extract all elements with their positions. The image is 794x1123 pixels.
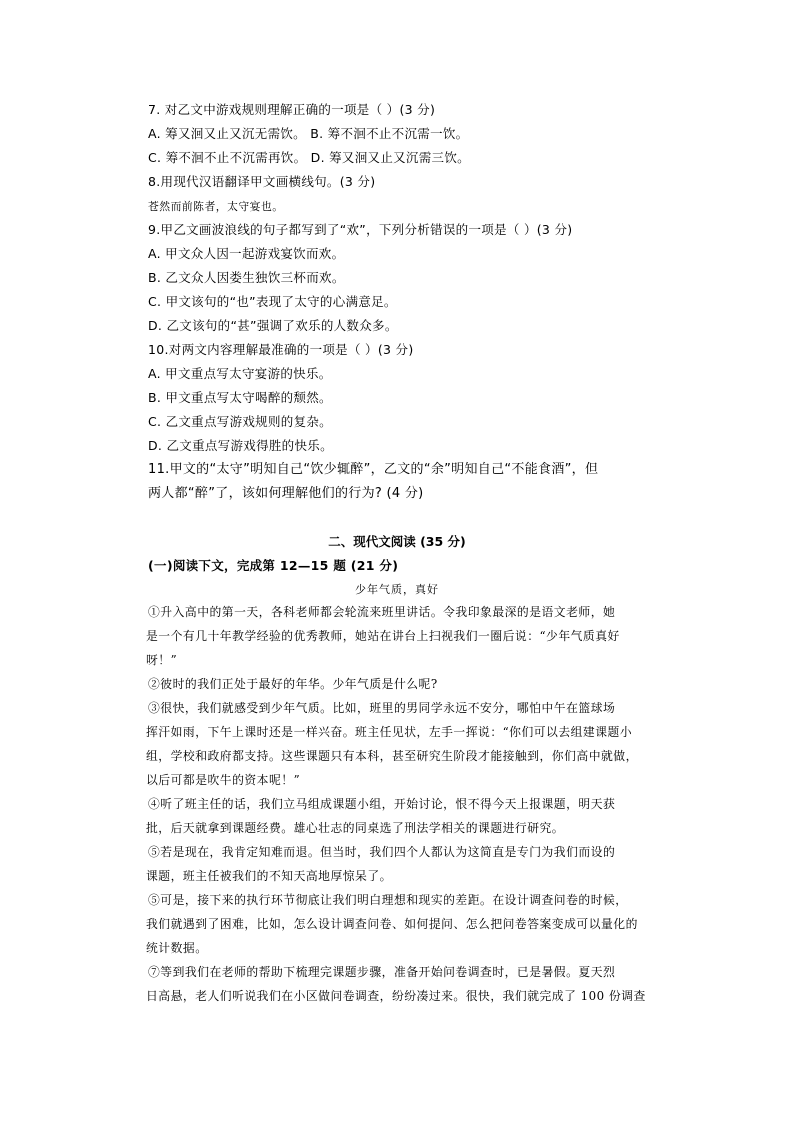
question-11-line-2: 两人都“醉”了，该如何理解他们的行为? (4 分) <box>148 486 424 501</box>
article-line: 统计数据。 <box>146 941 208 955</box>
question-9-option-a: A. 甲文众人因一起游戏宴饮而欢。 <box>148 246 345 261</box>
question-7-options-cd: C. 筹不洄不止不沉需再饮。 D. 筹又洄又止又沉需三饮。 <box>148 150 470 165</box>
question-10-title: 10.对两文内容理解最准确的一项是（ ）(3 分) <box>148 342 414 357</box>
article-line: 日高悬，老人们听说我们在小区做问卷调查，纷纷凑过来。很快，我们就完成了 100 份调查 <box>146 989 646 1003</box>
article-line: ⑦等到我们在老师的帮助下梳理完课题步骤，准备开始问卷调查时，已是暑假。夏天烈 <box>148 965 616 979</box>
article-line: ①升入高中的第一天，各科老师都会轮流来班里讲话。令我印象最深的是语文老师，她 <box>148 605 616 619</box>
question-11-line-1: 11.甲文的“太守”明知自己“饮少辄醉”，乙文的“余”明知自己“不能食酒”，但 <box>148 462 599 477</box>
article-line: 我们就遇到了困难，比如，怎么设计调查问卷、如何提问、怎么把问卷答案变成可以量化的 <box>146 917 638 931</box>
question-10-option-c: C. 乙文重点写游戏规则的复杂。 <box>148 414 332 429</box>
article-line: 是一个有几十年教学经验的优秀教师，她站在讲台上扫视我们一圈后说：“少年气质真好 <box>146 629 620 643</box>
article-line: 组，学校和政府都支持。这些课题只有本科，甚至研究生阶段才能接触到，你们高中就做， <box>146 749 638 763</box>
question-10-option-b: B. 甲文重点写太守喝醉的颓然。 <box>148 390 332 405</box>
article-line: ⑤可是，接下来的执行环节彻底让我们明白理想和现实的差距。在设计调查问卷的时候， <box>148 893 628 907</box>
question-10-option-d: D. 乙文重点写游戏得胜的快乐。 <box>148 438 333 453</box>
section-subheading: (一)阅读下文，完成第 12—15 题 (21 分) <box>148 558 399 573</box>
article-line: 批，后天就拿到课题经费。雄心壮志的同桌选了刑法学相关的课题进行研究。 <box>146 821 565 835</box>
article-line: ③很快，我们就感受到少年气质。比如，班里的男同学永远不安分，哪怕中午在篮球场 <box>148 701 616 715</box>
article-line: ④听了班主任的话，我们立马组成课题小组，开始讨论，恨不得今天上报课题，明天获 <box>148 797 616 811</box>
article-line: 以后可都是吹牛的资本呢！” <box>146 773 301 787</box>
article-line: 挥汗如雨，下午上课时还是一样兴奋。班主任见状，左手一挥说：“你们可以去组建课题小 <box>146 725 633 739</box>
article-title: 少年气质，真好 <box>355 583 439 596</box>
section-heading: 二、现代文阅读 (35 分) <box>328 534 466 549</box>
question-8-title: 8.用现代汉语翻译甲文画横线句。(3 分) <box>148 174 376 189</box>
question-9-option-c: C. 甲文该句的“也”表现了太守的心满意足。 <box>148 294 397 309</box>
question-10-option-a: A. 甲文重点写太守宴游的快乐。 <box>148 366 332 381</box>
question-7-options-ab: A. 筹又洄又止又沉无需饮。 B. 筹不洄不止不沉需一饮。 <box>148 126 469 141</box>
question-9-title: 9.甲乙文画波浪线的句子都写到了“欢”，下列分析错误的一项是（ ）(3 分) <box>148 222 573 237</box>
article-line: ②彼时的我们正处于最好的年华。少年气质是什么呢? <box>148 677 438 691</box>
question-8-sentence: 苍然而前陈者，太守宴也。 <box>148 200 284 213</box>
article-line: 课题，班主任被我们的不知天高地厚惊呆了。 <box>146 869 392 883</box>
article-line: 呀！” <box>146 653 178 667</box>
question-9-option-b: B. 乙文众人因娄生独饮三杯而欢。 <box>148 270 345 285</box>
question-7-title: 7. 对乙文中游戏规则理解正确的一项是（ ）(3 分) <box>148 102 436 117</box>
question-9-option-d: D. 乙文该句的“甚”强调了欢乐的人数众多。 <box>148 318 398 333</box>
article-body <box>148 600 673 1008</box>
article-line: ⑤若是现在，我肯定知难而退。但当时，我们四个人都认为这简直是专门为我们而设的 <box>148 845 616 859</box>
